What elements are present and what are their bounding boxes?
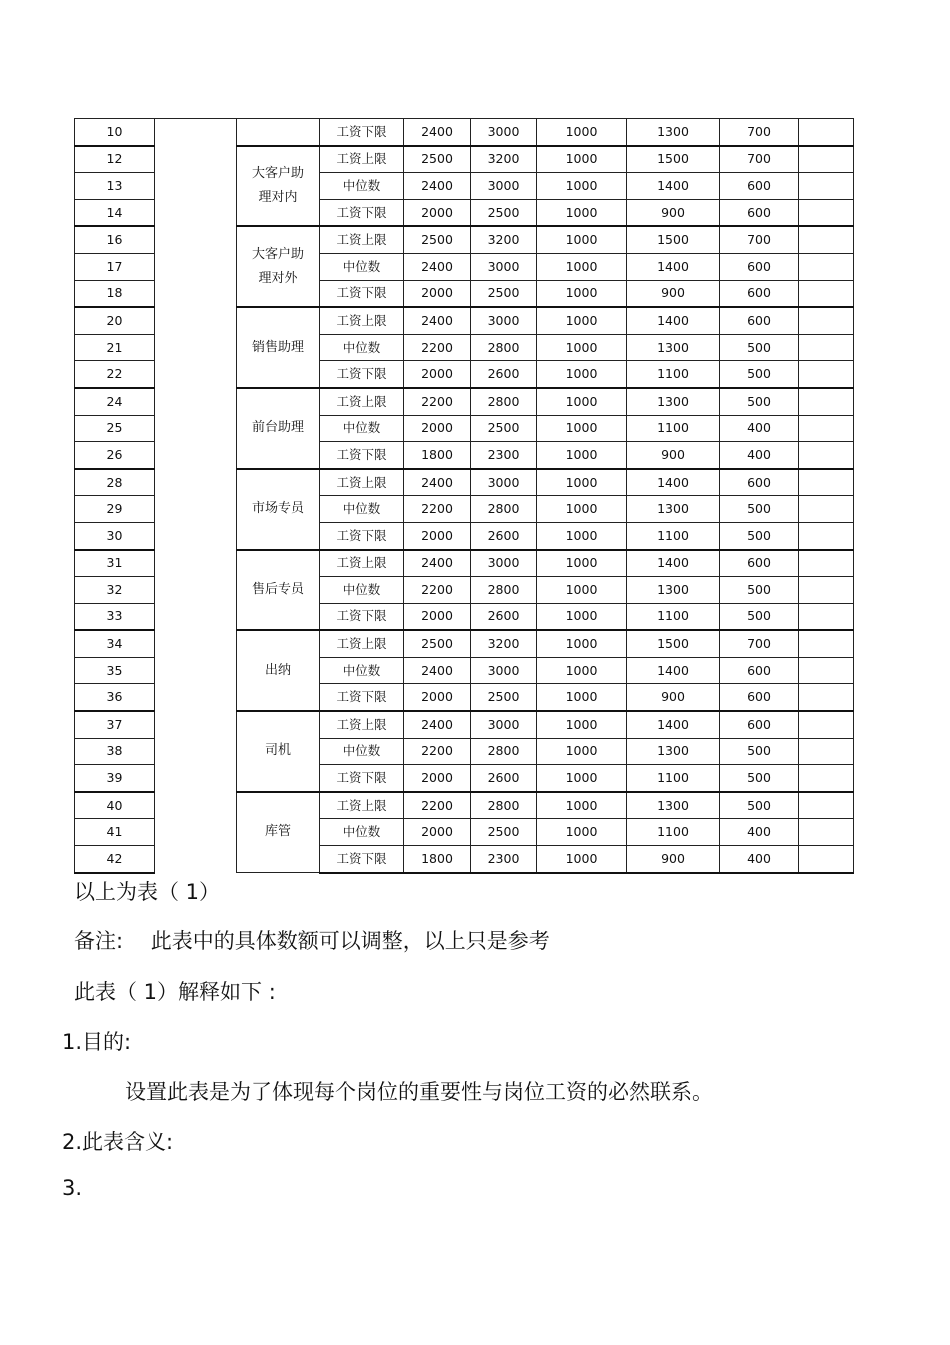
salary-value <box>799 469 854 496</box>
salary-value <box>799 199 854 226</box>
salary-value: 500 <box>720 738 799 765</box>
salary-value: 2200 <box>404 334 471 361</box>
salary-value: 1800 <box>404 846 471 873</box>
row-number: 26 <box>75 442 155 469</box>
salary-value: 2600 <box>471 603 537 630</box>
salary-level: 工资上限 <box>320 469 404 496</box>
salary-value <box>799 846 854 873</box>
salary-value: 2800 <box>471 496 537 523</box>
salary-level: 中位数 <box>320 334 404 361</box>
salary-value: 1300 <box>627 119 720 146</box>
salary-value: 2400 <box>404 307 471 334</box>
salary-level: 中位数 <box>320 415 404 442</box>
row-number: 34 <box>75 630 155 657</box>
salary-value <box>799 711 854 738</box>
salary-value: 1300 <box>627 577 720 604</box>
position-name: 库管 <box>237 792 320 873</box>
salary-value <box>799 226 854 253</box>
salary-value <box>799 522 854 549</box>
salary-value: 1000 <box>537 280 627 307</box>
position-name: 市场专员 <box>237 469 320 550</box>
explanation-intro: 此表（ 1）解释如下 : <box>74 980 276 1004</box>
table-caption: 以上为表（ 1） <box>74 880 221 904</box>
salary-level: 中位数 <box>320 173 404 200</box>
salary-value <box>799 577 854 604</box>
salary-level: 工资上限 <box>320 792 404 819</box>
salary-level: 工资下限 <box>320 199 404 226</box>
salary-value: 1100 <box>627 765 720 792</box>
salary-value: 3000 <box>471 307 537 334</box>
salary-value <box>799 657 854 684</box>
position-name: 司机 <box>237 711 320 792</box>
section-2-heading: 2.此表含义: <box>62 1130 174 1154</box>
row-number: 21 <box>75 334 155 361</box>
salary-value: 2800 <box>471 792 537 819</box>
salary-value <box>799 361 854 388</box>
salary-value: 3200 <box>471 226 537 253</box>
salary-level: 工资上限 <box>320 226 404 253</box>
salary-value: 1000 <box>537 630 627 657</box>
salary-value: 1000 <box>537 657 627 684</box>
salary-value: 1800 <box>404 442 471 469</box>
row-number: 18 <box>75 280 155 307</box>
salary-value <box>799 280 854 307</box>
salary-value: 1000 <box>537 199 627 226</box>
salary-value: 2200 <box>404 496 471 523</box>
salary-value: 1100 <box>627 361 720 388</box>
salary-value: 900 <box>627 846 720 873</box>
salary-value: 2400 <box>404 550 471 577</box>
salary-value: 2500 <box>471 684 537 711</box>
salary-value: 1000 <box>537 253 627 280</box>
salary-value: 3000 <box>471 253 537 280</box>
table-body <box>75 119 854 873</box>
salary-value <box>799 146 854 173</box>
salary-value: 600 <box>720 199 799 226</box>
salary-value: 1000 <box>537 819 627 846</box>
salary-value: 3000 <box>471 119 537 146</box>
salary-value: 500 <box>720 388 799 415</box>
salary-value: 3200 <box>471 630 537 657</box>
salary-value: 400 <box>720 415 799 442</box>
category-cell <box>155 119 237 873</box>
salary-value: 400 <box>720 846 799 873</box>
salary-value <box>799 253 854 280</box>
salary-value: 2500 <box>471 280 537 307</box>
salary-value <box>799 119 854 146</box>
salary-value: 500 <box>720 577 799 604</box>
salary-value: 1400 <box>627 253 720 280</box>
salary-value: 1000 <box>537 846 627 873</box>
salary-value: 1000 <box>537 496 627 523</box>
row-number: 31 <box>75 550 155 577</box>
salary-value: 2400 <box>404 469 471 496</box>
salary-value: 600 <box>720 469 799 496</box>
salary-value: 600 <box>720 280 799 307</box>
salary-value: 2600 <box>471 522 537 549</box>
salary-value: 2500 <box>471 415 537 442</box>
position-name: 出纳 <box>237 630 320 711</box>
salary-value: 1400 <box>627 307 720 334</box>
salary-value: 2000 <box>404 603 471 630</box>
row-number: 39 <box>75 765 155 792</box>
salary-value: 600 <box>720 684 799 711</box>
salary-value: 2500 <box>404 630 471 657</box>
salary-value: 2600 <box>471 765 537 792</box>
salary-value <box>799 819 854 846</box>
salary-value: 700 <box>720 630 799 657</box>
salary-value: 2400 <box>404 119 471 146</box>
salary-value: 1500 <box>627 226 720 253</box>
position-name: 大客户助 理对内 <box>237 146 320 227</box>
salary-level: 中位数 <box>320 738 404 765</box>
salary-value: 1000 <box>537 577 627 604</box>
salary-value: 3000 <box>471 711 537 738</box>
salary-value: 2800 <box>471 577 537 604</box>
salary-value: 500 <box>720 334 799 361</box>
row-number: 42 <box>75 846 155 873</box>
position-name: 大客户助 理对外 <box>237 226 320 307</box>
salary-value <box>799 792 854 819</box>
salary-value: 1000 <box>537 522 627 549</box>
salary-value: 600 <box>720 253 799 280</box>
salary-value: 400 <box>720 819 799 846</box>
position-name: 前台助理 <box>237 388 320 469</box>
row-number: 37 <box>75 711 155 738</box>
position-name <box>237 119 320 146</box>
salary-value: 500 <box>720 792 799 819</box>
salary-value <box>799 307 854 334</box>
row-number: 41 <box>75 819 155 846</box>
salary-value <box>799 415 854 442</box>
salary-value: 2000 <box>404 819 471 846</box>
row-number: 16 <box>75 226 155 253</box>
row-number: 32 <box>75 577 155 604</box>
salary-value: 1100 <box>627 819 720 846</box>
salary-value: 500 <box>720 522 799 549</box>
salary-value: 1400 <box>627 469 720 496</box>
salary-value <box>799 738 854 765</box>
salary-value <box>799 388 854 415</box>
salary-value: 700 <box>720 226 799 253</box>
salary-value: 1300 <box>627 792 720 819</box>
salary-value: 1000 <box>537 146 627 173</box>
salary-value: 1500 <box>627 630 720 657</box>
salary-value: 500 <box>720 765 799 792</box>
salary-value: 2000 <box>404 361 471 388</box>
salary-value: 2000 <box>404 280 471 307</box>
salary-level: 工资下限 <box>320 442 404 469</box>
salary-value: 2200 <box>404 388 471 415</box>
salary-value: 1000 <box>537 119 627 146</box>
salary-value: 2500 <box>404 146 471 173</box>
salary-level: 工资下限 <box>320 765 404 792</box>
salary-level: 中位数 <box>320 577 404 604</box>
row-number: 40 <box>75 792 155 819</box>
table-row <box>75 119 854 146</box>
salary-value: 2800 <box>471 334 537 361</box>
row-number: 22 <box>75 361 155 388</box>
row-number: 10 <box>75 119 155 146</box>
section-1-heading: 1.目的: <box>62 1030 132 1054</box>
salary-level: 中位数 <box>320 819 404 846</box>
salary-value: 900 <box>627 442 720 469</box>
row-number: 20 <box>75 307 155 334</box>
salary-level: 工资下限 <box>320 846 404 873</box>
row-number: 12 <box>75 146 155 173</box>
salary-value: 2000 <box>404 765 471 792</box>
salary-value: 2500 <box>471 819 537 846</box>
salary-value: 2300 <box>471 846 537 873</box>
position-name: 销售助理 <box>237 307 320 388</box>
salary-value: 700 <box>720 146 799 173</box>
salary-value: 1000 <box>537 388 627 415</box>
salary-value: 900 <box>627 199 720 226</box>
salary-value: 700 <box>720 119 799 146</box>
row-number: 24 <box>75 388 155 415</box>
salary-value <box>799 684 854 711</box>
salary-value <box>799 550 854 577</box>
salary-value: 1400 <box>627 711 720 738</box>
salary-value: 1000 <box>537 173 627 200</box>
salary-value: 2500 <box>471 199 537 226</box>
salary-value: 2800 <box>471 388 537 415</box>
section-3-heading: 3. <box>62 1176 83 1200</box>
salary-value: 1000 <box>537 711 627 738</box>
salary-value: 1000 <box>537 765 627 792</box>
row-number: 25 <box>75 415 155 442</box>
salary-value <box>799 442 854 469</box>
salary-value: 2000 <box>404 684 471 711</box>
salary-value: 1100 <box>627 522 720 549</box>
row-number: 30 <box>75 522 155 549</box>
salary-value: 600 <box>720 307 799 334</box>
section-1-body: 设置此表是为了体现每个岗位的重要性与岗位工资的必然联系。 <box>125 1080 713 1104</box>
salary-level: 中位数 <box>320 496 404 523</box>
salary-value: 2000 <box>404 415 471 442</box>
salary-value: 2600 <box>471 361 537 388</box>
salary-value <box>799 496 854 523</box>
salary-grade-table <box>74 118 854 874</box>
salary-value: 1000 <box>537 550 627 577</box>
table-note: 备注: 此表中的具体数额可以调整，以上只是参考 <box>74 929 550 953</box>
row-number: 13 <box>75 173 155 200</box>
salary-level: 工资上限 <box>320 630 404 657</box>
salary-value: 1300 <box>627 738 720 765</box>
salary-level: 中位数 <box>320 657 404 684</box>
salary-value: 1000 <box>537 442 627 469</box>
salary-value: 3000 <box>471 550 537 577</box>
salary-value: 2400 <box>404 173 471 200</box>
salary-value: 1000 <box>537 792 627 819</box>
salary-value: 500 <box>720 361 799 388</box>
salary-value: 1400 <box>627 173 720 200</box>
salary-value <box>799 603 854 630</box>
salary-value: 600 <box>720 173 799 200</box>
salary-value: 500 <box>720 496 799 523</box>
salary-value: 1300 <box>627 334 720 361</box>
salary-level: 工资上限 <box>320 550 404 577</box>
salary-value: 2800 <box>471 738 537 765</box>
salary-value: 1000 <box>537 361 627 388</box>
salary-value: 500 <box>720 603 799 630</box>
salary-level: 工资下限 <box>320 280 404 307</box>
salary-value: 600 <box>720 711 799 738</box>
salary-level: 工资上限 <box>320 146 404 173</box>
salary-value: 2400 <box>404 711 471 738</box>
row-number: 38 <box>75 738 155 765</box>
salary-value: 2000 <box>404 199 471 226</box>
row-number: 29 <box>75 496 155 523</box>
salary-value: 3200 <box>471 146 537 173</box>
salary-level: 工资下限 <box>320 522 404 549</box>
salary-level: 工资下限 <box>320 684 404 711</box>
salary-value: 900 <box>627 684 720 711</box>
salary-value: 600 <box>720 657 799 684</box>
row-number: 14 <box>75 199 155 226</box>
salary-value: 1100 <box>627 603 720 630</box>
salary-value: 1500 <box>627 146 720 173</box>
salary-value <box>799 173 854 200</box>
salary-value: 1000 <box>537 469 627 496</box>
salary-level: 工资下限 <box>320 603 404 630</box>
salary-level: 工资下限 <box>320 361 404 388</box>
salary-value <box>799 630 854 657</box>
salary-value: 1100 <box>627 415 720 442</box>
row-number: 35 <box>75 657 155 684</box>
position-name: 售后专员 <box>237 550 320 631</box>
salary-value: 400 <box>720 442 799 469</box>
salary-value: 1000 <box>537 738 627 765</box>
salary-value: 600 <box>720 550 799 577</box>
salary-value: 2500 <box>404 226 471 253</box>
salary-value: 1000 <box>537 415 627 442</box>
salary-value: 1000 <box>537 307 627 334</box>
salary-value: 1000 <box>537 334 627 361</box>
salary-value <box>799 765 854 792</box>
salary-value <box>799 334 854 361</box>
row-number: 28 <box>75 469 155 496</box>
salary-value: 1400 <box>627 657 720 684</box>
salary-value: 900 <box>627 280 720 307</box>
salary-value: 2400 <box>404 657 471 684</box>
salary-value: 2200 <box>404 792 471 819</box>
salary-value: 2400 <box>404 253 471 280</box>
salary-value: 1000 <box>537 226 627 253</box>
row-number: 33 <box>75 603 155 630</box>
salary-level: 工资下限 <box>320 119 404 146</box>
salary-value: 1000 <box>537 684 627 711</box>
salary-value: 3000 <box>471 469 537 496</box>
row-number: 17 <box>75 253 155 280</box>
salary-value: 2000 <box>404 522 471 549</box>
salary-value: 2200 <box>404 738 471 765</box>
salary-level: 工资上限 <box>320 711 404 738</box>
salary-value: 3000 <box>471 657 537 684</box>
salary-value: 1400 <box>627 550 720 577</box>
salary-value: 1000 <box>537 603 627 630</box>
salary-value: 1300 <box>627 388 720 415</box>
salary-level: 工资上限 <box>320 388 404 415</box>
row-number: 36 <box>75 684 155 711</box>
salary-value: 2200 <box>404 577 471 604</box>
salary-value: 3000 <box>471 173 537 200</box>
salary-level: 工资上限 <box>320 307 404 334</box>
salary-value: 2300 <box>471 442 537 469</box>
salary-value: 1300 <box>627 496 720 523</box>
salary-level: 中位数 <box>320 253 404 280</box>
